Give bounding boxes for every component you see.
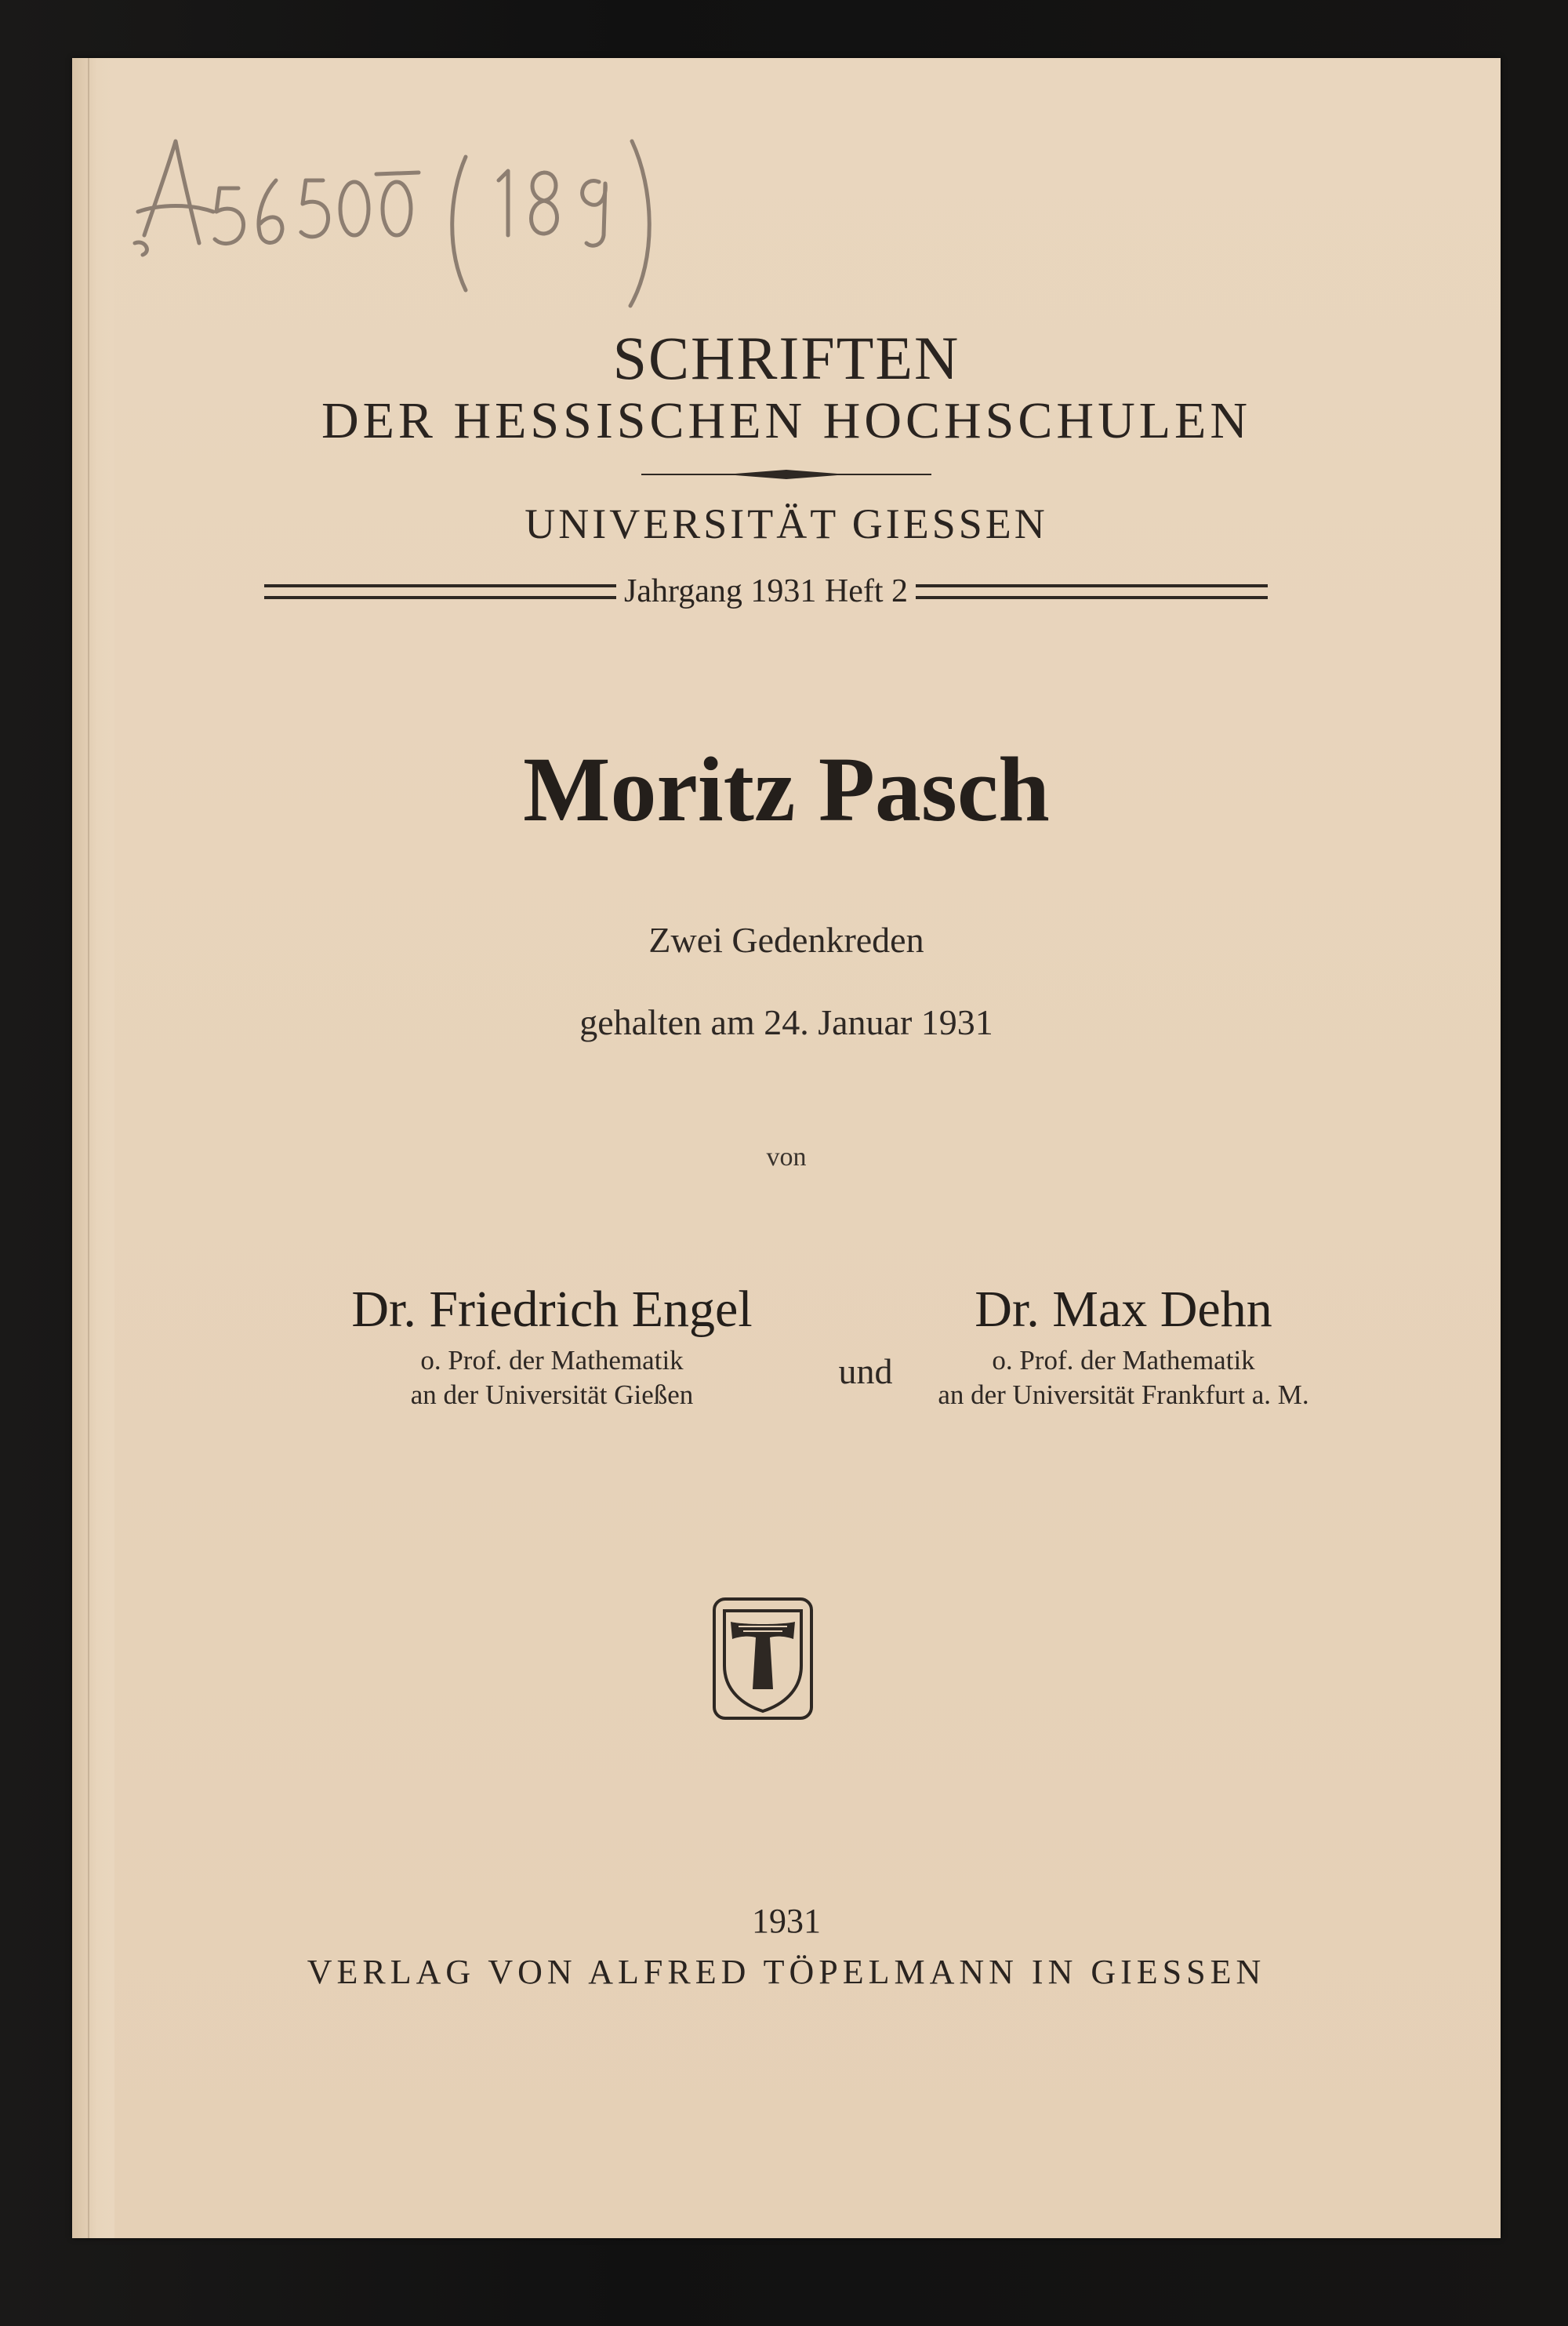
- by-label: von: [766, 1143, 807, 1172]
- author-affiliation: an der Universität Frankfurt a. M.: [938, 1379, 1309, 1410]
- publisher-line: VERLAG VON ALFRED TÖPELMANN IN GIESSEN: [307, 1953, 1266, 1991]
- double-rule-right: [916, 584, 1268, 599]
- series-title: SCHRIFTEN: [612, 324, 960, 392]
- handwritten-shelfmark: [121, 94, 685, 329]
- author-engel: [278, 1281, 826, 1411]
- author-name: Dr. Max Dehn: [975, 1281, 1272, 1338]
- series-subtitle: DER HESSISCHEN HOCHSCHULEN: [321, 392, 1252, 449]
- title-page: [72, 58, 1501, 2238]
- book-subtitle: Zwei Gedenkreden: [648, 920, 924, 960]
- book-title: Moritz Pasch: [523, 738, 1050, 841]
- author-role: o. Prof. der Mathematik: [420, 1344, 684, 1376]
- volume-label: Jahrgang 1931 Heft 2: [624, 573, 908, 609]
- ornament-rule: [641, 469, 931, 480]
- university-name: UNIVERSITÄT GIESSEN: [524, 500, 1048, 547]
- author-name: Dr. Friedrich Engel: [351, 1281, 753, 1338]
- author-affiliation: an der Universität Gießen: [410, 1379, 694, 1410]
- tau-cross-shield-icon: [712, 1597, 814, 1721]
- publication-year: 1931: [752, 1902, 821, 1940]
- double-rule-left: [264, 584, 616, 599]
- lecture-date: gehalten am 24. Januar 1931: [579, 1002, 993, 1042]
- author-role: o. Prof. der Mathematik: [992, 1344, 1255, 1376]
- volume-line: [264, 568, 1268, 615]
- author-dehn: [814, 1281, 1433, 1411]
- conjunction-label: und: [838, 1351, 893, 1391]
